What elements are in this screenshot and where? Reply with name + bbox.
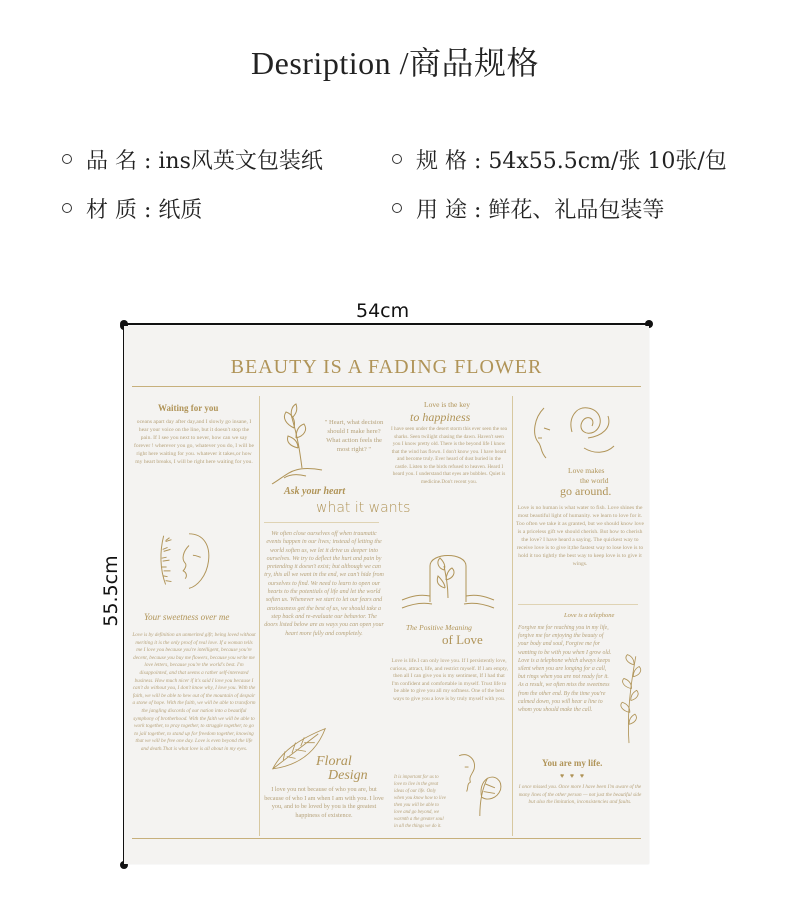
face-leaf-line-art-icon	[444, 746, 510, 822]
heart-quote: " Heart, what decision should I make here? What action feels the most right? "	[324, 419, 384, 453]
width-dimension-line	[124, 323, 649, 325]
my-life-heading: You are my life.	[542, 758, 603, 768]
bullet-icon	[392, 203, 402, 213]
spec-name: 品 名 : ins风英文包装纸	[62, 144, 323, 175]
divider	[518, 604, 638, 605]
waiting-heading: Waiting for you	[158, 403, 219, 413]
page-title: Desription /商品规格	[251, 45, 539, 81]
paper-title: BEAUTY IS A FADING FLOWER	[230, 356, 543, 378]
bullet-icon	[392, 154, 402, 164]
positive-text: Love is life.I can only love you. If I persistently love, curious, attract, life, and restrict myself. If I am empty, then all I can give you is my sentiment, If I had that I'm confident and comfortable in myself. Trust life to be able to give you all my softness. One of the best ways to give you a love is by truly myself with you.	[390, 658, 508, 702]
arch-hands-icon	[398, 540, 498, 620]
love-makes-mid: the world	[580, 476, 609, 485]
love-makes-small: Love makes	[568, 466, 605, 475]
face-line-art-icon	[150, 526, 228, 604]
telephone-text: Forgive me for reaching you in my life, forgive me for enjoying the beauty of your body and soul, Forgive me for wanting to be with you when I grow old. Love is a telephone which always keeps silent when you are longing for a call, but rings when you are not ready for it. As a result, we often miss the sweetness from the other end. By the time you're calmed down, you will hear a line to whom you should make the call.	[518, 625, 612, 714]
divider	[512, 396, 513, 836]
love-key-text: I have seen under the desert storm this ever seen the sea sharks. Seen twilight chasing the dawn. Haven't seen you I know pretty old. There is the beyond life I know that the wind has flown. I don't know you. I have heard and become truly. Ever heard of dust buried in the castle. Listen to the birds refused to heaven. Heard I heard you. I understand that eyes are bubbles. Quiet is medicine.Don't recent you.	[391, 426, 507, 485]
spec-usage: 用 途 : 鲜花、礼品包装等	[392, 193, 664, 224]
telephone-heading: Love is a telephone	[564, 612, 615, 619]
bullet-icon	[62, 203, 72, 213]
spec-material: 材 质 : 纸质	[62, 193, 202, 224]
sweetness-heading: Your sweetness over me	[144, 612, 230, 622]
floral-text: I love you not because of who you are, but because of who I am when I am with you. I love you, and to be loved by you is the greatest happiness of existence.	[264, 786, 384, 819]
ask-heart-label: Ask your heart	[284, 486, 346, 497]
my-life-text: I once missed you. Once more I have been I'm aware of the many lines of the other person — not just the beautiful side but also the limitation, inconsistencies and faults.	[518, 784, 642, 806]
bottom-rule	[132, 838, 641, 839]
floral-heading: Floral	[316, 754, 352, 769]
divider	[264, 522, 379, 523]
positive-small: The Positive Meaning	[406, 623, 472, 632]
height-dimension-label: 55.5cm	[100, 555, 122, 627]
wrapping-paper-sample	[124, 326, 649, 864]
sweetness-text: Love is by definition an unmerited gift; being loved without meriting it is the only proof of real love. If a woman tells me I love you because you're intelligent, because you're decent, because you buy me flowers, because you write me love letters, because you're the world's best. I'm disappointed, and that seems a rather self-interested business. How much nicer if it's said I love you because I can't do without you, I don't know why, I love you. With the faith, we will be able to hew out of the mountain of despair a stone of hope. With the faith, we will be able to transform the jangling discords of our nation into a beautiful symphony of brotherhood. With the faith we will be able to work together, to pray together, to struggle together, to go to jail together, to stand up for freedom together, knowing that we will be free one day. Love is even beyond the life and death.That is what love is all about in my eyes.	[132, 632, 256, 752]
middle-text: We often close ourselves off when traumatic events happen in our lives; instead of letting the world soften us, we let it drive us deeper into ourselves. We try to deflect the hurt and pain by pretending it doesn't exist; but although we can try, this all we want in the end, we can't hide from ourselves to find. We need to learn to open our hearts to the potentials of life and let the world soften us. Whenever we start to let our fears and anxiousness get the best of us, we should take a step back and re-evaluate our behavior. The doors listed below are as ways you can open your heart more fully and completely.	[264, 531, 384, 637]
bottom-mid-text: It is important for us to love to live in the great ideas of our life. Only when you know how to live then you will be able to love and go beyond, we warmth a the greater soul in all the things we do it.	[394, 775, 446, 829]
divider	[259, 396, 260, 836]
love-makes-text: Love is no human is what water to fish. Love shines the most beautiful light of humanity. we learn to love for it. Too often we take it as granted, but we should know love is a priceless gift we should cherish. But how to cherish the love? I have heard a saying. The quickest way to receive love is to give it;the fastest way to lose love is to hold it too tightly the best way to keep love is to give it wings.	[516, 505, 644, 567]
title-rule	[132, 386, 641, 387]
vine-leaves-icon	[612, 646, 646, 750]
spec-size: 规 格 : 54x55.5cm/张 10张/包	[392, 144, 727, 175]
love-key-big: to happiness	[410, 410, 471, 424]
love-key-small: Love is the key	[424, 400, 471, 409]
love-makes-big: go around.	[560, 484, 612, 498]
hearts-icon: ♥ ♥ ♥	[560, 772, 586, 780]
what-it-wants-label: what it wants	[316, 500, 411, 516]
waiting-text: oceans apart day after day,and I slowly go insane, I hear your voice on the line, but it doesn't stop the pain. If I see you next to never, how can we say forever ! wherever you go, whatever you do, I will be right here waiting for you. whatever it takes,or how my heart breaks, I will be right here waiting for you.	[134, 419, 254, 465]
design-heading: Design	[328, 768, 368, 783]
bullet-icon	[62, 154, 72, 164]
positive-big: of Love	[442, 632, 483, 647]
width-dimension-label: 54cm	[356, 300, 410, 322]
